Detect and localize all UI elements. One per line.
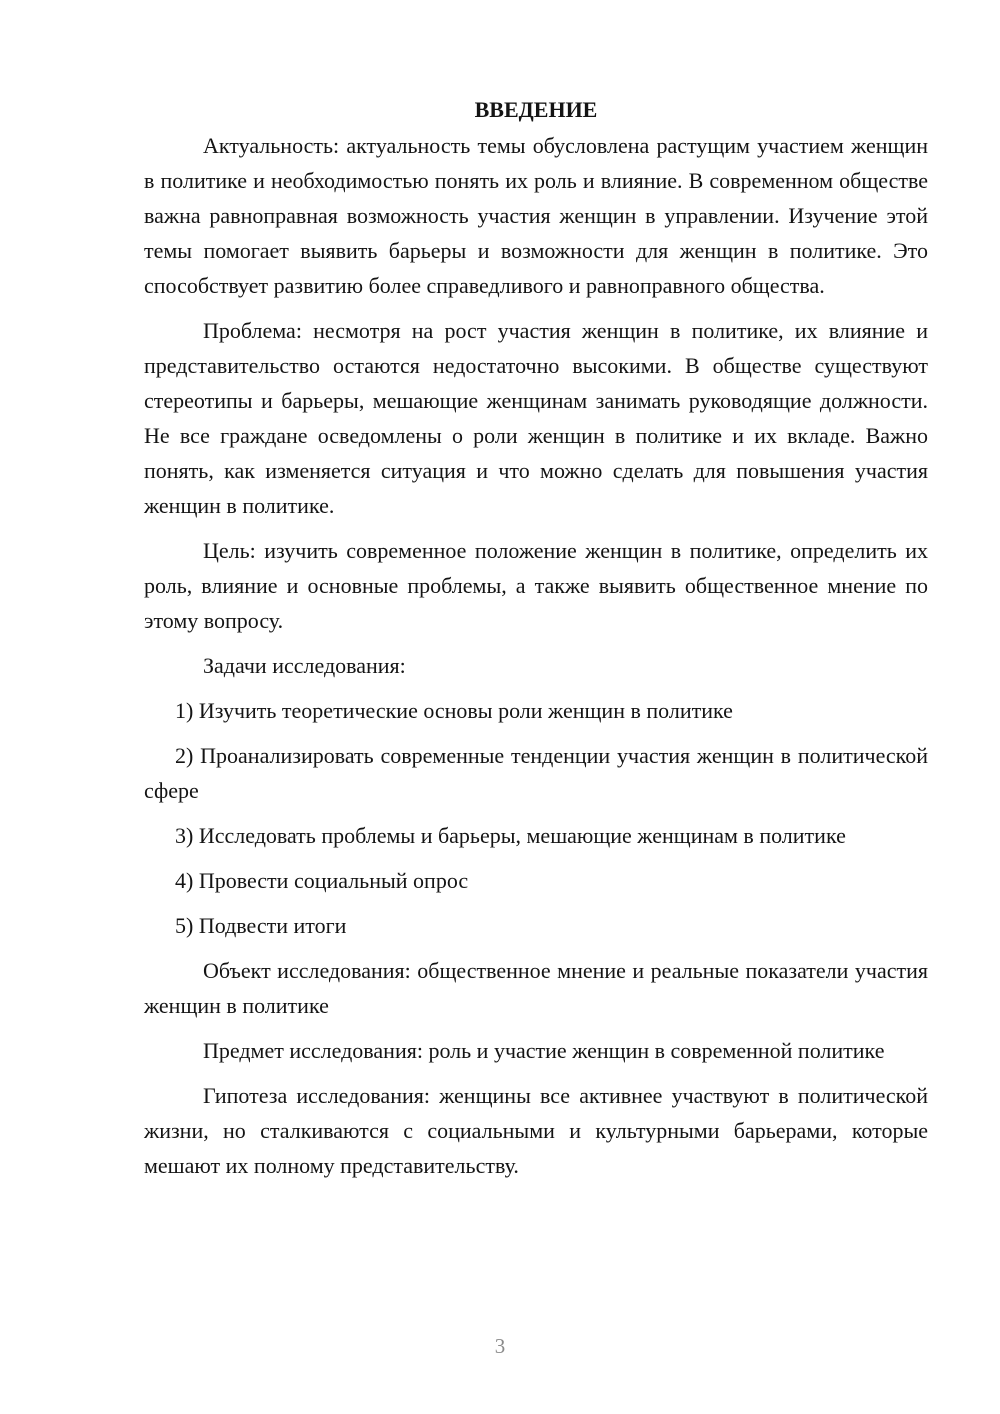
tasks-list	[144, 693, 928, 943]
task-item: 4) Провести социальный опрос	[175, 868, 469, 893]
paragraph-relevance: Актуальность: актуальность темы обусловлена растущим участием женщин в политике и необходимостью понять их роль и влияние. В современном обществе важна равноправная возможность участия женщин в управлении. Изучение этой темы помогает выявить барьеры и возможности для женщин в политике. Это способствует развитию более справедливого и равноправного общества.	[144, 133, 928, 298]
paragraph-hypothesis: Гипотеза исследования: женщины все активнее участвуют в политической жизни, но сталкиваются с социальными и культурными барьерами, которые мешают их полному представительству.	[144, 1083, 928, 1178]
paragraph-goal: Цель: изучить современное положение женщин в политике, определить их роль, влияние и основные проблемы, а также выявить общественное мнение по этому вопросу.	[144, 538, 928, 633]
task-item: 3) Исследовать проблемы и барьеры, мешающие женщинам в политике	[175, 823, 846, 848]
section-title: ВВЕДЕНИЕ	[474, 97, 598, 122]
paragraph-object: Объект исследования: общественное мнение и реальные показатели участия женщин в политике	[144, 958, 928, 1018]
task-item: 5) Подвести итоги	[175, 913, 347, 938]
document-page	[144, 92, 928, 1193]
task-item: 2) Проанализировать современные тенденции участия женщин в политической сфере	[144, 743, 928, 803]
task-item: 1) Изучить теоретические основы роли женщин в политике	[175, 698, 733, 723]
paragraph-tasks-heading: Задачи исследования:	[203, 653, 406, 678]
paragraph-problem: Проблема: несмотря на рост участия женщин в политике, их влияние и представительство остаются недостаточно высокими. В обществе существуют стереотипы и барьеры, мешающие женщинам занимать руководящие должности. Не все граждане осведомлены о роли женщин в политике и их вкладе. Важно понять, как изменяется ситуация и что можно сделать для повышения участия женщин в политике.	[144, 318, 928, 518]
page-number: 3	[494, 1334, 506, 1358]
paragraph-subject: Предмет исследования: роль и участие женщин в современной политике	[203, 1038, 885, 1063]
